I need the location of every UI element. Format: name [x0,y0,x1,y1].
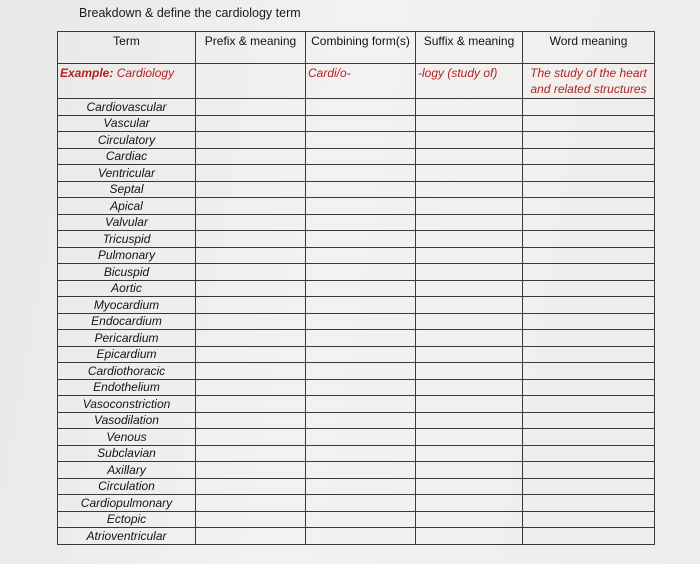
meaning-input-cell[interactable] [523,165,655,182]
meaning-input-cell[interactable] [523,379,655,396]
suffix-input-cell[interactable] [416,330,523,347]
example-term-cell [58,64,196,99]
term-row [58,198,655,215]
term-cell: Ectopic [58,511,196,528]
meaning-input-cell[interactable] [523,313,655,330]
term-row [58,462,655,479]
combining-input-cell[interactable] [306,148,416,165]
combining-input-cell[interactable] [306,264,416,281]
combining-input-cell[interactable] [306,115,416,132]
example-combining-cell[interactable]: Cardi/o- [306,64,416,99]
prefix-input-cell[interactable] [196,363,306,380]
page-title: Breakdown & define the cardiology term [79,6,301,20]
term-cell: Ventricular [58,165,196,182]
prefix-input-cell[interactable] [196,412,306,429]
term-row [58,132,655,149]
suffix-input-cell[interactable] [416,231,523,248]
suffix-input-cell[interactable] [416,181,523,198]
prefix-input-cell[interactable] [196,429,306,446]
prefix-input-cell[interactable] [196,511,306,528]
term-row [58,214,655,231]
combining-input-cell[interactable] [306,198,416,215]
prefix-input-cell[interactable] [196,478,306,495]
suffix-input-cell[interactable] [416,528,523,545]
example-meaning-cell[interactable]: The study of the heart and related structures [523,64,655,99]
meaning-input-cell[interactable] [523,478,655,495]
prefix-input-cell[interactable] [196,330,306,347]
suffix-input-cell[interactable] [416,478,523,495]
suffix-input-cell[interactable] [416,165,523,182]
suffix-input-cell[interactable] [416,99,523,116]
term-cell: Endocardium [58,313,196,330]
meaning-input-cell[interactable] [523,528,655,545]
prefix-input-cell[interactable] [196,313,306,330]
meaning-input-cell[interactable] [523,247,655,264]
term-row [58,511,655,528]
term-cell: Atrioventricular [58,528,196,545]
combining-input-cell[interactable] [306,379,416,396]
meaning-input-cell[interactable] [523,231,655,248]
term-cell: Valvular [58,214,196,231]
term-row [58,313,655,330]
suffix-input-cell[interactable] [416,313,523,330]
suffix-input-cell[interactable] [416,297,523,314]
header-term: Term [58,32,196,64]
term-cell: Pulmonary [58,247,196,264]
combining-input-cell[interactable] [306,511,416,528]
header-word-meaning: Word meaning [523,32,655,64]
term-row [58,528,655,545]
prefix-input-cell[interactable] [196,214,306,231]
meaning-input-cell[interactable] [523,429,655,446]
combining-input-cell[interactable] [306,346,416,363]
meaning-input-cell[interactable] [523,511,655,528]
combining-input-cell[interactable] [306,297,416,314]
term-row [58,115,655,132]
prefix-input-cell[interactable] [196,462,306,479]
combining-input-cell[interactable] [306,132,416,149]
term-cell: Aortic [58,280,196,297]
term-cell: Cardiovascular [58,99,196,116]
term-row [58,396,655,413]
term-cell: Cardiothoracic [58,363,196,380]
terminology-table [57,31,655,545]
meaning-input-cell[interactable] [523,495,655,512]
term-row [58,478,655,495]
prefix-input-cell[interactable] [196,99,306,116]
prefix-input-cell[interactable] [196,247,306,264]
suffix-input-cell[interactable] [416,148,523,165]
suffix-input-cell[interactable] [416,132,523,149]
meaning-input-cell[interactable] [523,297,655,314]
suffix-input-cell[interactable] [416,429,523,446]
term-cell: Circulatory [58,132,196,149]
combining-input-cell[interactable] [306,363,416,380]
combining-input-cell[interactable] [306,478,416,495]
suffix-input-cell[interactable] [416,346,523,363]
term-row [58,99,655,116]
header-suffix: Suffix & meaning [416,32,523,64]
term-row [58,379,655,396]
suffix-input-cell[interactable] [416,412,523,429]
combining-input-cell[interactable] [306,396,416,413]
suffix-input-cell[interactable] [416,462,523,479]
term-cell: Septal [58,181,196,198]
prefix-input-cell[interactable] [196,148,306,165]
example-label: Example: [60,66,114,80]
meaning-input-cell[interactable] [523,462,655,479]
term-row [58,297,655,314]
term-cell: Endothelium [58,379,196,396]
meaning-input-cell[interactable] [523,181,655,198]
suffix-input-cell[interactable] [416,379,523,396]
combining-input-cell[interactable] [306,528,416,545]
prefix-input-cell[interactable] [196,280,306,297]
combining-input-cell[interactable] [306,412,416,429]
term-cell: Vasodilation [58,412,196,429]
term-row [58,148,655,165]
term-cell: Cardiac [58,148,196,165]
suffix-input-cell[interactable] [416,247,523,264]
combining-input-cell[interactable] [306,214,416,231]
term-cell: Circulation [58,478,196,495]
suffix-input-cell[interactable] [416,511,523,528]
header-prefix: Prefix & meaning [196,32,306,64]
combining-input-cell[interactable] [306,165,416,182]
term-row [58,429,655,446]
meaning-input-cell[interactable] [523,280,655,297]
combining-input-cell[interactable] [306,99,416,116]
meaning-input-cell[interactable] [523,198,655,215]
meaning-input-cell[interactable] [523,396,655,413]
meaning-input-cell[interactable] [523,115,655,132]
term-cell: Cardiopulmonary [58,495,196,512]
prefix-input-cell[interactable] [196,346,306,363]
combining-input-cell[interactable] [306,462,416,479]
term-row [58,181,655,198]
term-row [58,412,655,429]
term-cell: Subclavian [58,445,196,462]
term-row [58,165,655,182]
combining-input-cell[interactable] [306,429,416,446]
combining-input-cell[interactable] [306,313,416,330]
term-cell: Venous [58,429,196,446]
suffix-input-cell[interactable] [416,214,523,231]
meaning-input-cell[interactable] [523,148,655,165]
meaning-input-cell[interactable] [523,132,655,149]
term-row [58,231,655,248]
example-suffix-cell[interactable]: -logy (study of) [416,64,523,99]
meaning-input-cell[interactable] [523,214,655,231]
term-cell: Pericardium [58,330,196,347]
term-cell: Tricuspid [58,231,196,248]
suffix-input-cell[interactable] [416,115,523,132]
combining-input-cell[interactable] [306,247,416,264]
suffix-input-cell[interactable] [416,264,523,281]
term-cell: Apical [58,198,196,215]
example-term: Cardiology [116,66,175,80]
meaning-input-cell[interactable] [523,99,655,116]
prefix-input-cell[interactable] [196,297,306,314]
prefix-input-cell[interactable] [196,445,306,462]
combining-input-cell[interactable] [306,445,416,462]
term-row [58,264,655,281]
term-cell: Myocardium [58,297,196,314]
header-row [58,32,655,64]
suffix-input-cell[interactable] [416,396,523,413]
suffix-input-cell[interactable] [416,495,523,512]
term-cell: Vasoconstriction [58,396,196,413]
term-row [58,445,655,462]
prefix-input-cell[interactable] [196,198,306,215]
meaning-input-cell[interactable] [523,363,655,380]
prefix-input-cell[interactable] [196,264,306,281]
prefix-input-cell[interactable] [196,115,306,132]
combining-input-cell[interactable] [306,231,416,248]
prefix-input-cell[interactable] [196,379,306,396]
meaning-input-cell[interactable] [523,330,655,347]
term-cell: Epicardium [58,346,196,363]
prefix-input-cell[interactable] [196,181,306,198]
prefix-input-cell[interactable] [196,231,306,248]
prefix-input-cell[interactable] [196,132,306,149]
suffix-input-cell[interactable] [416,363,523,380]
term-cell: Vascular [58,115,196,132]
term-row [58,330,655,347]
meaning-input-cell[interactable] [523,264,655,281]
combining-input-cell[interactable] [306,280,416,297]
prefix-input-cell[interactable] [196,495,306,512]
example-prefix-cell[interactable] [196,64,306,99]
term-row [58,346,655,363]
meaning-input-cell[interactable] [523,412,655,429]
term-row [58,495,655,512]
suffix-input-cell[interactable] [416,198,523,215]
suffix-input-cell[interactable] [416,445,523,462]
prefix-input-cell[interactable] [196,165,306,182]
prefix-input-cell[interactable] [196,528,306,545]
example-row [58,64,655,99]
meaning-input-cell[interactable] [523,445,655,462]
combining-input-cell[interactable] [306,495,416,512]
term-row [58,247,655,264]
header-combining-form: Combining form(s) [306,32,416,64]
term-cell: Bicuspid [58,264,196,281]
meaning-input-cell[interactable] [523,346,655,363]
term-cell: Axillary [58,462,196,479]
prefix-input-cell[interactable] [196,396,306,413]
combining-input-cell[interactable] [306,330,416,347]
combining-input-cell[interactable] [306,181,416,198]
term-row [58,280,655,297]
suffix-input-cell[interactable] [416,280,523,297]
term-row [58,363,655,380]
